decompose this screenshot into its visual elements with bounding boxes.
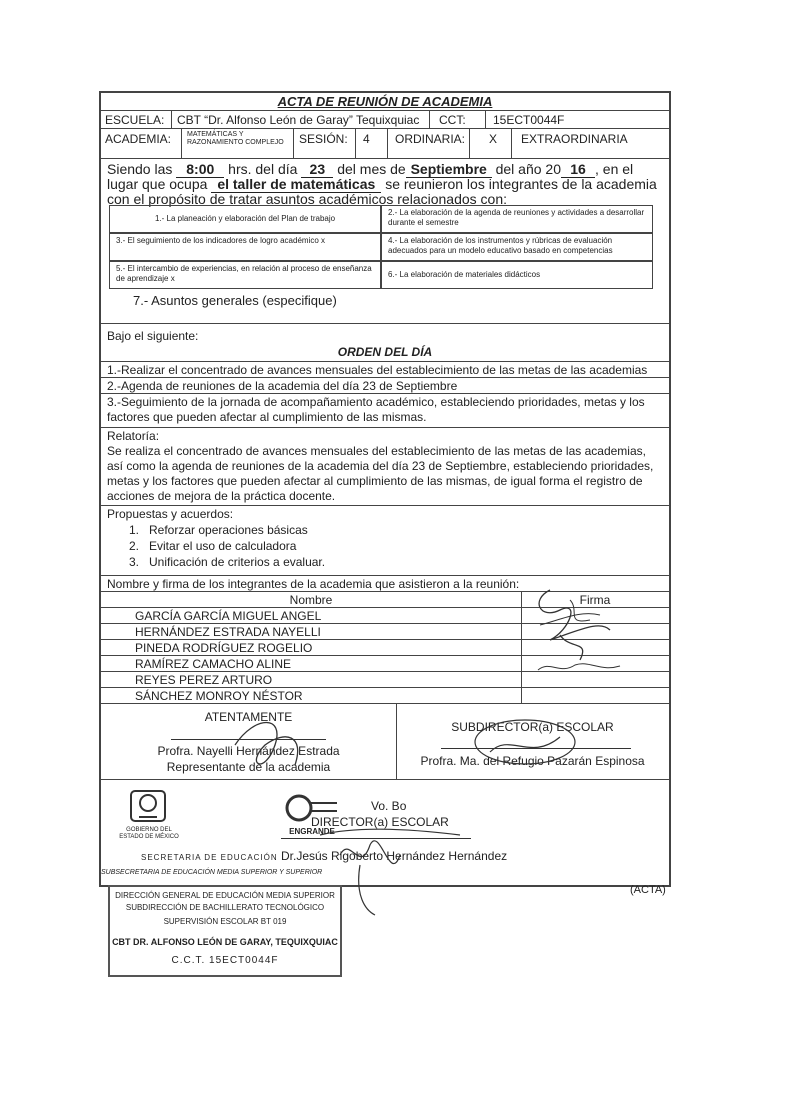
ordinaria-label: ORDINARIA: [395, 132, 466, 146]
lugar-value: el taller de matemáticas [211, 176, 381, 193]
logo-line: ESTADO DE MÉXICO [119, 834, 179, 840]
escuela-row [101, 111, 669, 129]
firmas-header-row [101, 592, 669, 608]
member-name: GARCÍA GARCÍA MIGUEL ANGEL [135, 609, 322, 623]
dia-value: 23 [301, 161, 333, 178]
anio-value: 16 [561, 161, 595, 178]
academia-row [101, 129, 669, 159]
subdirector-name: Profra. Ma. del Refugio Pazarán Espinosa [420, 754, 645, 768]
escuela-value: CBT “Dr. Alfonso León de Garay” Tequixquiac [177, 113, 420, 127]
member-row [101, 640, 669, 656]
academia-label: ACADEMIA: [105, 132, 172, 146]
stamp-line: SUBSECRETARIA DE EDUCACIÓN MEDIA SUPERIOR Y SUPERIOR [101, 869, 323, 876]
intro-text: del mes de [337, 161, 406, 177]
escuela-label: ESCUELA: [105, 113, 165, 127]
stamp-text: CBT DR. ALFONSO LEÓN DE GARAY, TEQUIXQUIAC [112, 937, 338, 947]
atentamente-label: ATENTAMENTE [204, 710, 293, 724]
topic-4: 4.- La elaboración de los instrumentos y rúbricas de evaluación adecuados para un modelo educativo basado en competencias [381, 233, 653, 261]
gobierno-logo [109, 787, 189, 847]
firmas-label: Nombre y firma de los integrantes de la academia que asistieron a la reunión: [107, 577, 520, 591]
intro-text: , en el [595, 161, 634, 177]
firma-header: Firma [579, 593, 611, 607]
ordinaria-value: X [489, 132, 498, 146]
orden-item [101, 378, 669, 394]
intro-text: Siendo las [107, 161, 173, 177]
intro-block [101, 159, 669, 205]
official-stamp [108, 885, 342, 977]
academia-value: MATEMÁTICAS Y RAZONAMIENTO COMPLEJO [187, 131, 284, 146]
logo-text: ENGRANDE [289, 827, 335, 836]
orden-item [101, 362, 669, 378]
acta-form [99, 91, 671, 887]
vobo-label: Vo. Bo [371, 799, 407, 813]
member-row [101, 624, 669, 640]
rep-role: Representante de la academia [166, 760, 331, 774]
director-name: Dr.Jesús Rigoberto Hernández Hernández [281, 849, 508, 863]
topic-5: 5.- El intercambio de experiencias, en relación al proceso de enseñanza de aprendizaje x [109, 261, 381, 289]
logo-line: GOBIERNO DEL [126, 827, 172, 833]
member-name: RAMÍREZ CAMACHO ALINE [135, 657, 292, 671]
page-title: ACTA DE REUNIÓN DE ACADEMIA [277, 94, 493, 109]
member-name: PINEDA RODRÍGUEZ ROGELIO [135, 641, 313, 655]
topic-3: 3.- El seguimiento de los indicadores de logro académico x [109, 233, 381, 261]
signature-block [101, 704, 669, 780]
relatoria-text: Se realiza el concentrado de avances mensuales del establecimiento de las metas de las academias, así como la agenda de reuniones de la academia del día 23 de Septiembre, estableciendo prioridades, metas y los factores que pueden afectar al cumplimiento de las mismas, de igual forma el registro de acciones de mejora de la práctica docente. [107, 444, 654, 503]
title-row [101, 93, 669, 111]
member-row [101, 672, 669, 688]
intro-text: se reunieron los integrantes de la academia [385, 176, 657, 192]
intro-line-3: con el propósito de tratar asuntos académicos relacionados con: [107, 191, 508, 207]
nombre-header: Nombre [289, 593, 333, 607]
divider [101, 323, 669, 324]
orden-item-text: 1.-Realizar el concentrado de avances mensuales del establecimiento de las metas de las academias [107, 363, 648, 377]
stamp-text: C.C.T. 15ECT0044F [171, 955, 279, 966]
orden-item [101, 394, 669, 428]
propuestas-label: Propuestas y acuerdos: [107, 507, 234, 521]
intro-text: hrs. del día [228, 161, 298, 177]
hora-value: 8:00 [176, 161, 224, 178]
rep-name: Profra. Nayelli Hernández Estrada [157, 744, 340, 758]
director-title: DIRECTOR(a) ESCOLAR [311, 815, 449, 829]
member-name: REYES PEREZ ARTURO [135, 673, 273, 687]
propuesta-item: 1. Reforzar operaciones básicas [129, 523, 308, 537]
propuestas-block [101, 506, 669, 576]
stamp-text: DIRECCIÓN GENERAL DE EDUCACIÓN MEDIA SUPERIOR [115, 891, 335, 900]
intro-text: del año 20 [495, 161, 561, 177]
orden-item-text: 2.-Agenda de reuniones de la academia del día 23 de Septiembre [107, 379, 458, 393]
topic-2: 2.- La elaboración de la agenda de reuniones y actividades a desarrollar durante el semestre [381, 205, 653, 233]
member-name: SÁNCHEZ MONROY NÉSTOR [135, 689, 303, 703]
sesion-label: SESIÓN: [299, 132, 348, 146]
stamp-line: SECRETARIA DE EDUCACIÓN [141, 853, 278, 862]
extraordinaria-label: EXTRAORDINARIA [521, 132, 628, 146]
member-row [101, 608, 669, 624]
stamp-text: SUPERVISIÓN ESCOLAR BT 019 [163, 917, 287, 926]
orden-title: ORDEN DEL DÍA [337, 345, 433, 359]
acta-label: (ACTA) [630, 884, 666, 896]
bajo-label: Bajo el siguiente: [107, 329, 199, 343]
firmas-label-row [101, 576, 669, 592]
propuesta-item: 3. Unificación de criterios a evaluar. [129, 555, 326, 569]
member-name: HERNÁNDEZ ESTRADA NAYELLI [135, 625, 321, 639]
signature-line [281, 838, 471, 839]
topic-6: 6.- La elaboración de materiales didácticos [381, 261, 653, 289]
orden-item-text: 3.-Seguimiento de la jornada de acompañamiento académico, estableciendo prioridades, metas y los factores que pueden afectar al cumplimiento de las mismas. [107, 395, 645, 424]
subdirector-title: SUBDIRECTOR(a) ESCOLAR [451, 720, 614, 734]
stamp-text: SUBDIRECCIÓN DE BACHILLERATO TECNOLÓGICO [125, 903, 325, 912]
relatoria-label: Relatoría: [107, 429, 160, 443]
sesion-value: 4 [363, 132, 370, 146]
signature-line [171, 739, 326, 740]
mes-value: Septiembre [406, 161, 492, 178]
signature-line [441, 748, 631, 749]
propuesta-item: 2. Evitar el uso de calculadora [129, 539, 297, 553]
logo-text [109, 827, 189, 841]
cct-value: 15ECT0044F [493, 113, 565, 127]
intro-text: lugar que ocupa [107, 176, 208, 192]
member-row [101, 656, 669, 672]
relatoria-block [101, 428, 669, 506]
cct-label: CCT: [439, 113, 466, 127]
topic-1: 1.- La planeación y elaboración del Plan de trabajo [109, 205, 381, 233]
topic-7: 7.- Asuntos generales (especifique) [133, 293, 337, 308]
member-row [101, 688, 669, 704]
